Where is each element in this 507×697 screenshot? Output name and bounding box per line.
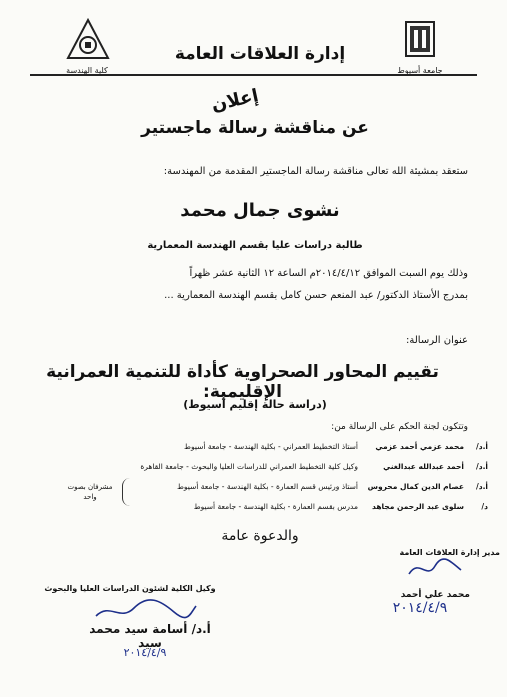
intro-text: ستعقد بمشيئة الله تعالى مناقشة رسالة الماجستير المقدمة من المهندسة:	[163, 166, 468, 177]
announcement-heading: إعلان	[209, 85, 261, 116]
vice-dean-title: وكيل الكلية لشئون الدراسات العليا والبحوث	[44, 584, 216, 593]
vice-dean-date: ٢٠١٤/٤/٩	[123, 646, 167, 659]
invitation-text: والدعوة عامة	[221, 528, 299, 544]
vice-dean-name: أ.د/ أسامة سيد محمد سيد	[89, 622, 211, 650]
faculty-label: كلية الهندسة	[66, 66, 108, 75]
header-divider	[30, 74, 477, 76]
university-logo-icon	[400, 18, 440, 64]
supervisors-brace	[122, 478, 133, 506]
member-role: وكيل كلية التخطيط العمراني للدراسات العليا والبحوث - جامعة القاهرة	[140, 462, 358, 471]
committee-member	[20, 442, 488, 456]
member-role: أستاذ التخطيط العمراني - بكلية الهندسة - جامعة أسيوط	[184, 442, 358, 451]
member-name: عصام الدين كمال محروس	[367, 482, 464, 491]
member-title: أ.د/	[475, 482, 488, 491]
committee-member	[20, 502, 488, 516]
page-title: إدارة العلاقات العامة	[174, 44, 346, 64]
member-role: أستاذ ورئيس قسم العمارة - بكلية الهندسة - جامعة أسيوط	[176, 482, 358, 491]
thesis-label: عنوان الرسالة:	[406, 335, 468, 346]
faculty-logo-icon	[66, 18, 110, 64]
director-date: ٢٠١٤/٤/٩	[392, 600, 448, 616]
vice-dean-signature-icon	[90, 596, 200, 624]
member-name: محمد عزمي أحمد عزمي	[375, 442, 464, 451]
candidate-department: طالبة دراسات عليا بقسم الهندسة المعمارية	[147, 240, 363, 251]
director-name: محمد علي أحمد	[400, 590, 470, 600]
date-line: وذلك يوم السبت الموافق ٢٠١٤/٤/١٢م الساعة ١٢ الثانية عشر ظهراً	[189, 268, 468, 279]
member-title: أ.د/	[475, 442, 488, 451]
director-signature-icon	[405, 556, 465, 582]
thesis-subtitle: (دراسة حالة إقليم أسيوط)	[183, 398, 327, 411]
committee-member	[20, 462, 488, 476]
announcement-subtitle: عن مناقشة رسالة ماجستير	[141, 118, 369, 138]
thesis-title: تقييم المحاور الصحراوية كأداة للتنمية العمرانية الإقليمية:	[46, 362, 439, 402]
member-role: مدرس بقسم العمارة - بكلية الهندسة - جامعة أسيوط	[193, 502, 358, 511]
director-title: مدير إدارة العلاقات العامة	[399, 548, 500, 557]
member-title: د/	[481, 502, 488, 511]
candidate-name: نشوى جمال محمد	[180, 200, 340, 221]
university-label: جامعة أسيوط	[397, 66, 443, 75]
venue-line: بمدرج الأستاذ الدكتور/ عبد المنعم حسن كامل بقسم الهندسة المعمارية ...	[164, 290, 468, 301]
member-name: سلوى عبد الرحمن مجاهد	[372, 502, 464, 511]
committee-intro: وتتكون لجنة الحكم على الرسالة من:	[331, 422, 468, 432]
member-title: أ.د/	[475, 462, 488, 471]
member-name: أحمد عبدالله عبدالغني	[383, 462, 464, 471]
supervisors-label: مشرفان بصوت واحد	[67, 483, 113, 501]
